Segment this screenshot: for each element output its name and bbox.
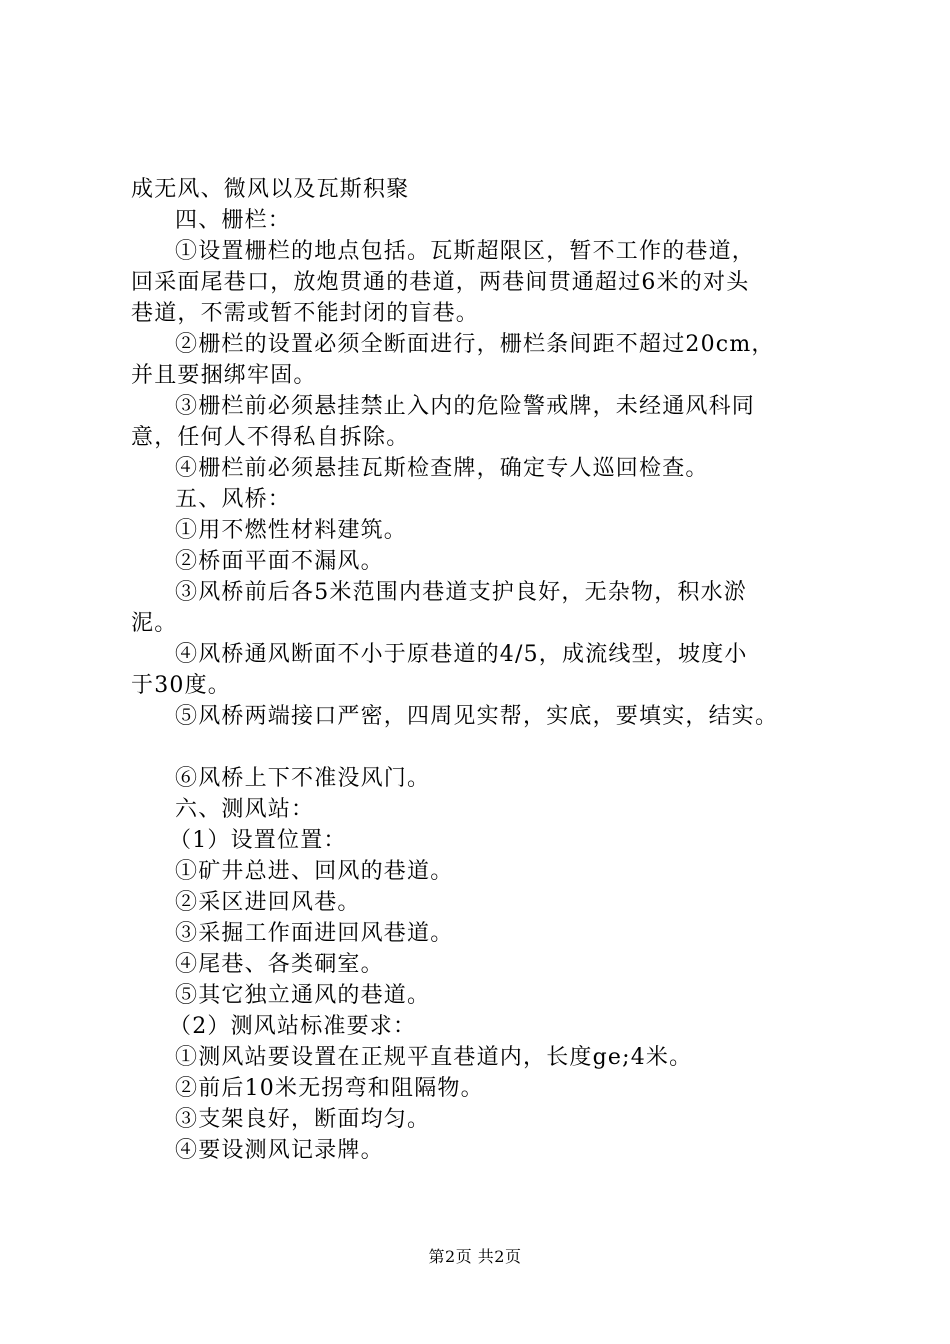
text-line: ②栅栏的设置必须全断面进行，栅栏条间距不超过20cm， bbox=[175, 332, 775, 357]
text-line: ①测风站要设置在正规平直巷道内，长度ge;4米。 bbox=[175, 1045, 693, 1070]
document-body bbox=[131, 174, 861, 1166]
text-line: ②采区进回风巷。 bbox=[175, 890, 361, 915]
blank-line bbox=[131, 732, 861, 763]
text-line: 回采面尾巷口，放炮贯通的巷道，两巷间贯通超过6米的对头 bbox=[131, 270, 750, 295]
text-line: （2）测风站标准要求： bbox=[169, 1014, 417, 1039]
text-line: ④栅栏前必须悬挂瓦斯检查牌，确定专人巡回检查。 bbox=[175, 456, 709, 481]
text-line: ④要设测风记录牌。 bbox=[175, 1138, 384, 1163]
text-line: 成无风、微风以及瓦斯积聚 bbox=[131, 177, 410, 202]
text-line: 巷道，不需或暂不能封闭的盲巷。 bbox=[131, 301, 480, 326]
text-line: 五、风桥： bbox=[175, 487, 292, 512]
text-line: ③栅栏前必须悬挂禁止入内的危险警戒牌，未经通风科同 bbox=[175, 394, 756, 419]
text-line: 四、栅栏： bbox=[175, 208, 292, 233]
text-line: ⑤其它独立通风的巷道。 bbox=[175, 983, 431, 1008]
text-line: 泥。 bbox=[131, 611, 178, 636]
text-line: ③风桥前后各5米范围内巷道支护良好，无杂物，积水淤 bbox=[175, 580, 747, 605]
text-line: 意，任何人不得私自拆除。 bbox=[131, 425, 410, 450]
text-line: ④尾巷、各类硐室。 bbox=[175, 952, 384, 977]
text-line: ②前后10米无拐弯和阻隔物。 bbox=[175, 1076, 484, 1101]
page-footer: 第2页 共2页 bbox=[428, 1247, 522, 1266]
text-line: ①设置栅栏的地点包括。瓦斯超限区，暂不工作的巷道， bbox=[175, 239, 756, 264]
text-line: ③采掘工作面进回风巷道。 bbox=[175, 921, 454, 946]
text-line: ③支架良好，断面均匀。 bbox=[175, 1107, 431, 1132]
text-line: ④风桥通风断面不小于原巷道的4/5，成流线型，坡度小 bbox=[175, 642, 748, 667]
text-line: ①矿井总进、回风的巷道。 bbox=[175, 859, 454, 884]
text-line: 于30度。 bbox=[131, 673, 231, 698]
text-line: （1）设置位置： bbox=[169, 828, 347, 853]
text-line: ⑤风桥两端接口严密，四周见实帮，实底，要填实，结实。 bbox=[175, 704, 779, 729]
text-line: ⑥风桥上下不准没风门。 bbox=[175, 766, 431, 791]
text-line: 并且要捆绑牢固。 bbox=[131, 363, 317, 388]
text-line: ②桥面平面不漏风。 bbox=[175, 549, 384, 574]
text-line: 六、测风站： bbox=[175, 797, 315, 822]
text-line: ①用不燃性材料建筑。 bbox=[175, 518, 408, 543]
